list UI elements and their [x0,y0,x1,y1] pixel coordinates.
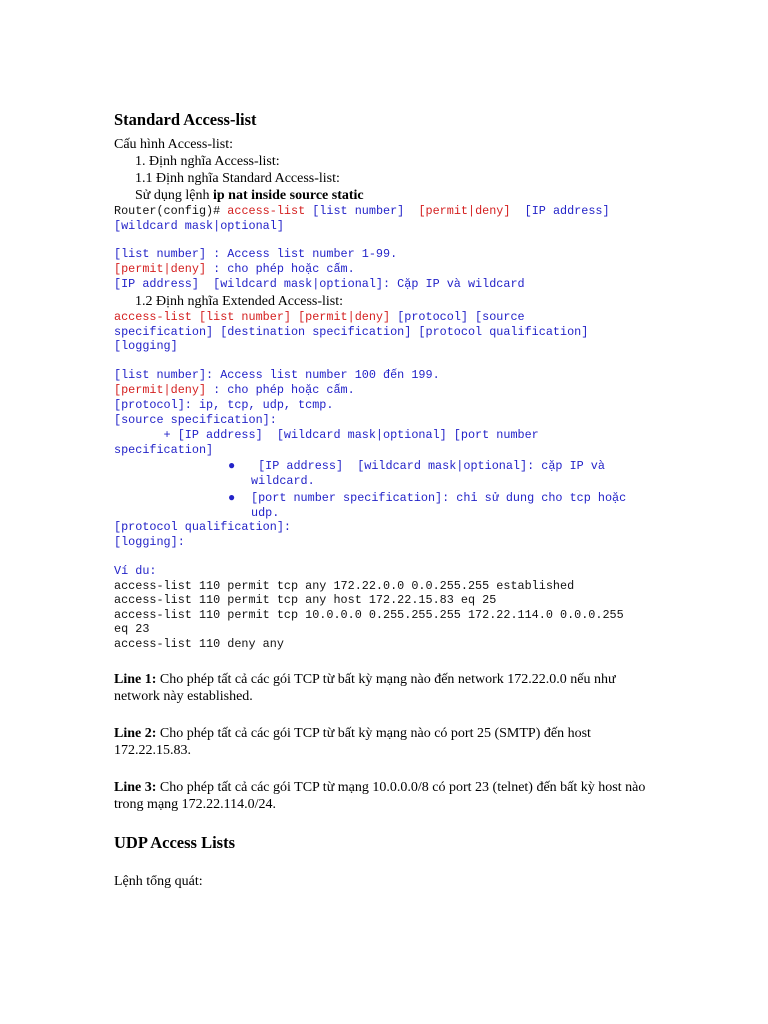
line-1-text: Cho phép tất cả các gói TCP từ bất kỳ mạng nào đến network 172.22.0.0 nếu như network này established. [114,672,616,704]
std-desc-1: [list number] : Access list number 1-99. [114,247,398,261]
std-syntax-line-2: [wildcard mask|optional] [114,218,284,233]
intro-text: Cấu hình Access-list: [114,137,233,152]
step-1-text: 1. Định nghĩa Access-list: [135,154,280,169]
ext-cmd: access-list [114,310,192,324]
heading-udp-access-lists: UDP Access Lists [114,833,235,852]
general-command-text: Lệnh tổng quát: [114,874,203,889]
std-desc-2-red: [permit|deny] [114,262,207,276]
bullet-2-line-1: [port number specification]: chỉ sử dung cho tcp hoặc [251,491,627,505]
ext-desc-6: specification] [114,442,214,457]
use-command-prefix: Sử dụng lệnh [135,188,213,203]
ext-desc-2-blue: : cho phép hoặc cấm. [206,383,355,397]
std-desc-3: [IP address] [wildcard mask|optional]: Cặp IP và wildcard [114,277,525,291]
line-3-text: Cho phép tất cả các gói TCP từ mạng 10.0.0.0/8 có port 23 (telnet) đến bất kỳ host nào trong mạng 172.22.114.0/24. [114,780,646,812]
line-2-label: Line 2: [114,726,157,741]
use-command-text [135,187,364,204]
ext-cmd-protocol: [protocol] [source [390,310,525,324]
line-1-explanation [114,671,659,705]
step-1-1-text: 1.1 Định nghĩa Standard Access-list: [135,171,340,186]
ext-cmd-args: [list number] [permit|deny] [191,310,391,324]
example-line-5: access-list 110 deny any [114,636,284,651]
example-line-2: access-list 110 permit tcp any host 172.22.15.83 eq 25 [114,593,497,607]
ext-desc-7: [protocol qualification]: [114,520,291,534]
std-syntax-line-1 [114,204,610,219]
ext-desc-1: [list number]: Access list number 100 đến 199. [114,368,440,382]
bullet-2-line-2: udp. [251,505,280,520]
ext-syntax-line-1 [114,310,525,325]
line-3-explanation [114,779,659,813]
ext-desc-4: [source specification]: [114,413,277,427]
ext-desc-3: [protocol]: ip, tcp, udp, tcmp. [114,398,334,412]
line-2-text: Cho phép tất cả các gói TCP từ bất kỳ mạng nào có port 25 (SMTP) đến host 172.22.15.83. [114,726,591,758]
ext-desc-2 [114,383,355,398]
std-permit: [permit|deny] [418,204,511,218]
bullet-1-line-2: wildcard. [251,473,315,488]
std-listnum: [list number] [305,204,419,218]
bullet-1-line-1: [IP address] [wildcard mask|optional]: cặp IP và [251,459,605,473]
example-line-4: eq 23 [114,622,150,636]
example-label: Ví du: [114,564,157,578]
line-3-label: Line 3: [114,780,157,795]
example-line-3: access-list 110 permit tcp 10.0.0.0 0.255.255.255 172.22.114.0 0.0.0.255 [114,607,624,622]
use-command-bold: ip nat inside source static [212,188,364,203]
example-line-1: access-list 110 permit tcp any 172.22.0.0 0.0.255.255 established [114,578,575,593]
ext-syntax-line-3: [logging] [114,339,178,353]
ext-desc-8: [logging]: [114,535,185,549]
heading-standard-access-list: Standard Access-list [114,110,257,129]
line-1-label: Line 1: [114,672,157,687]
step-1-2-text: 1.2 Định nghĩa Extended Access-list: [135,294,344,309]
ext-syntax-line-2: specification] [destination specification] [protocol qualification] [114,324,589,339]
std-desc-2-blue: : cho phép hoặc cấm. [206,262,355,276]
ext-desc-5: + [IP address] [wildcard mask|optional] [port number [114,428,539,442]
std-cmd: access-list [227,204,306,218]
router-prompt: Router(config)# [114,204,228,218]
std-ip: [IP address] [510,204,610,218]
bullet-dot-2: ● [228,490,236,504]
std-desc-2 [114,262,355,277]
ext-desc-2-red: [permit|deny] [114,383,207,397]
line-2-explanation [114,725,659,759]
bullet-dot-1: ● [228,458,236,472]
